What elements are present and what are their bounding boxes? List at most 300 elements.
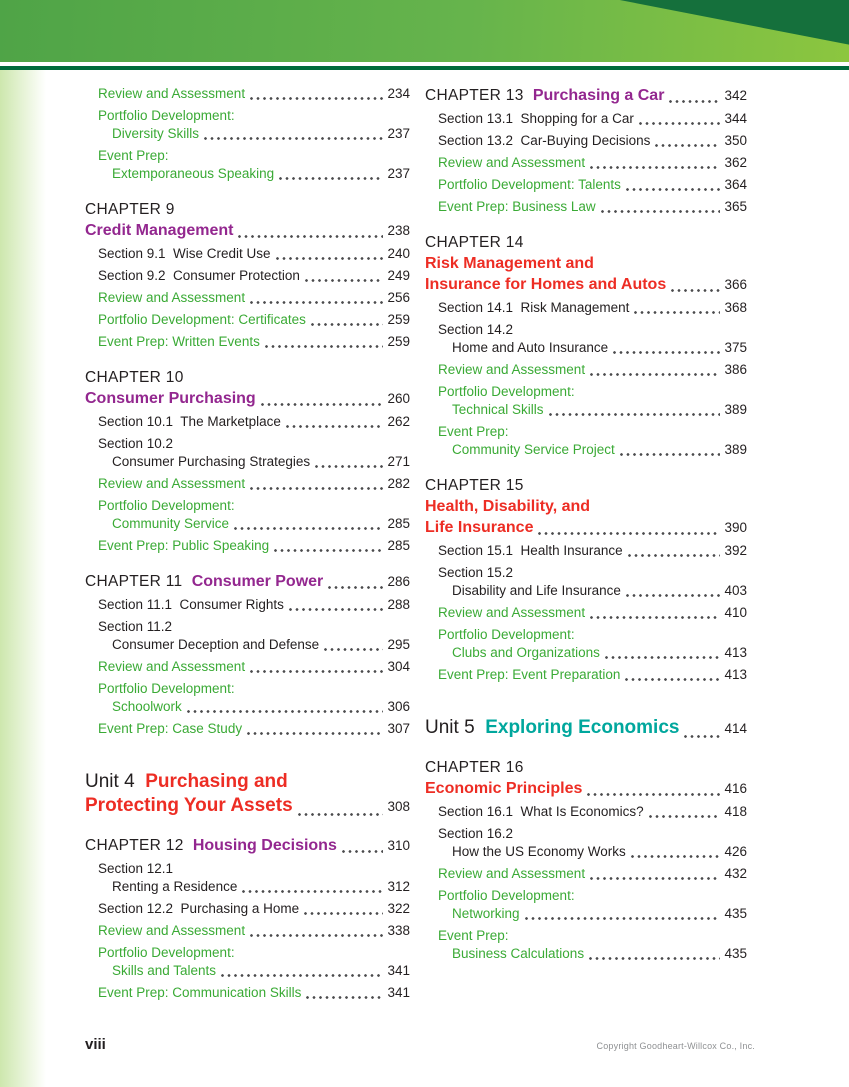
toc-text-segment: Protecting Your Assets <box>85 795 293 816</box>
dot-leader <box>304 912 383 915</box>
toc-entry-text <box>112 126 199 142</box>
dot-leader <box>276 257 384 260</box>
toc-text-segment: Life Insurance <box>425 519 534 536</box>
page-number: 341 <box>387 963 410 978</box>
toc-chapter-row <box>85 389 410 408</box>
dot-leader <box>538 532 720 535</box>
toc-entry-row <box>85 290 410 306</box>
toc-entry-row <box>425 888 747 904</box>
dot-leader <box>250 670 383 673</box>
toc-entry-text <box>425 476 524 495</box>
toc-entry-row <box>425 133 747 149</box>
toc-text-segment: Unit 5 <box>425 717 486 738</box>
toc-entry-text <box>98 86 245 102</box>
toc-text-segment: CHAPTER 14 <box>425 234 524 251</box>
toc-text-segment: Section 12.2 Purchasing a Home <box>98 901 300 916</box>
toc-entry-row <box>425 605 747 621</box>
toc-entry-row <box>425 155 747 171</box>
toc-text-segment: Consumer Purchasing Strategies <box>112 454 311 469</box>
toc-text-segment: Event Prep: Event Preparation <box>438 667 621 682</box>
toc-entry-text <box>85 836 337 855</box>
toc-entry-row <box>425 384 747 400</box>
toc-entry-row <box>85 597 410 613</box>
page-number: 286 <box>387 574 410 589</box>
page-number: 256 <box>387 290 410 305</box>
toc-entry-text <box>425 497 590 516</box>
dot-leader <box>620 453 721 456</box>
toc-entry-row <box>85 454 410 470</box>
toc-chapter-row <box>85 368 410 387</box>
toc-text-segment: Health, Disability, and <box>425 498 591 515</box>
dot-leader <box>324 648 383 651</box>
toc-text-segment: Section 16.2 <box>438 826 514 841</box>
toc-text-segment: Review and Assessment <box>98 290 246 305</box>
dot-leader <box>234 527 383 530</box>
toc-text-segment: How the US Economy Works <box>452 844 626 859</box>
page-number: 260 <box>387 391 410 406</box>
toc-text-segment: Portfolio Development: <box>438 384 575 399</box>
dot-leader <box>306 996 383 999</box>
toc-entry-text <box>98 721 242 737</box>
toc-entry-text <box>98 414 281 430</box>
toc-text-segment: Section 13.2 Car-Buying Decisions <box>438 133 651 148</box>
toc-entry-row <box>85 86 410 102</box>
toc-unit-row <box>85 771 410 793</box>
dot-leader <box>250 934 383 937</box>
toc-text-segment: Portfolio Development: <box>98 108 235 123</box>
dot-leader <box>613 351 720 354</box>
toc-entry-text <box>112 699 182 715</box>
page-number: 308 <box>387 799 410 814</box>
header-rule <box>0 66 849 70</box>
toc-chapter-row <box>425 233 747 252</box>
page-number: 295 <box>387 637 410 652</box>
toc-unit-row <box>85 795 410 818</box>
toc-text-segment: Technical Skills <box>452 402 544 417</box>
toc-entry-text <box>112 454 310 470</box>
page-number: 259 <box>387 312 410 327</box>
toc-entry-text <box>98 476 245 492</box>
page-folio: viii <box>85 1036 106 1053</box>
toc-text-segment: Event Prep: Communication Skills <box>98 985 302 1000</box>
toc-text-segment: Section 15.1 Health Insurance <box>438 543 623 558</box>
toc-entry-text <box>98 659 245 675</box>
toc-text-segment: Community Service <box>112 516 230 531</box>
page-number: 365 <box>724 199 747 214</box>
toc-entry-text <box>112 637 319 653</box>
page-number: 259 <box>387 334 410 349</box>
toc-text-segment: Portfolio Development: Certificates <box>98 312 306 327</box>
toc-text-segment: Section 12.1 <box>98 861 174 876</box>
toc-entry-text <box>452 340 608 356</box>
page-number: 435 <box>724 946 747 961</box>
toc-entry-row <box>85 126 410 142</box>
toc-entry-row <box>425 645 747 661</box>
toc-entry-text <box>98 619 172 635</box>
toc-entry-row <box>425 804 747 820</box>
toc-entry-row <box>85 516 410 532</box>
page-number: 285 <box>387 516 410 531</box>
toc-entry-text <box>438 888 575 904</box>
page-number: 342 <box>724 88 747 103</box>
toc-entry-row <box>425 340 747 356</box>
page-number: 414 <box>724 721 747 736</box>
toc-chapter-row <box>425 476 747 495</box>
toc-entry-row <box>425 565 747 581</box>
toc-entry-text <box>425 86 664 105</box>
toc-content <box>85 86 747 1001</box>
toc-entry-text <box>438 177 621 193</box>
toc-text-segment: Section 10.1 The Marketplace <box>98 414 281 429</box>
toc-entry-text <box>112 166 274 182</box>
toc-text-segment: Portfolio Development: <box>98 681 235 696</box>
toc-entry-text <box>452 645 600 661</box>
toc-entry-row <box>85 721 410 737</box>
dot-leader <box>669 100 720 103</box>
toc-entry-row <box>425 111 747 127</box>
toc-text-segment: Review and Assessment <box>98 659 246 674</box>
toc-chapter-row <box>425 86 747 105</box>
toc-entry-row <box>85 879 410 895</box>
page-number: 338 <box>387 923 410 938</box>
page-number: 322 <box>387 901 410 916</box>
toc-unit-row <box>425 717 747 740</box>
page-number: 418 <box>724 804 747 819</box>
toc-column-right <box>425 86 747 1001</box>
toc-entry-text <box>452 402 544 418</box>
toc-entry-row <box>425 362 747 378</box>
toc-entry-text <box>438 322 513 338</box>
page-number: 282 <box>387 476 410 491</box>
dot-leader <box>247 732 383 735</box>
page-number: 234 <box>387 86 410 101</box>
toc-text-segment: Economic Principles <box>425 780 583 797</box>
toc-entry-text <box>438 111 634 127</box>
toc-chapter-row <box>425 254 747 273</box>
toc-entry-row <box>425 322 747 338</box>
toc-entry-text <box>438 804 644 820</box>
toc-text-segment: Section 13.1 Shopping for a Car <box>438 111 634 126</box>
toc-entry-row <box>425 300 747 316</box>
toc-chapter-row <box>425 497 747 516</box>
page-number: 389 <box>724 442 747 457</box>
toc-text-segment: Review and Assessment <box>98 923 246 938</box>
dot-leader <box>549 413 721 416</box>
toc-text-segment: Section 16.1 What Is Economics? <box>438 804 644 819</box>
dot-leader <box>605 656 721 659</box>
toc-entry-row <box>85 637 410 653</box>
toc-text-segment: Credit Management <box>85 222 234 239</box>
dot-leader <box>525 917 721 920</box>
toc-entry-row <box>85 498 410 514</box>
dot-leader <box>311 323 384 326</box>
toc-entry-text <box>452 583 621 599</box>
page-number: 304 <box>387 659 410 674</box>
toc-entry-row <box>85 963 410 979</box>
dot-leader <box>305 279 384 282</box>
dot-leader <box>342 850 384 853</box>
toc-entry-row <box>425 402 747 418</box>
toc-entry-text <box>425 275 666 294</box>
toc-text-segment: Insurance for Homes and Autos <box>425 276 667 293</box>
page-number: 288 <box>387 597 410 612</box>
page-number: 271 <box>387 454 410 469</box>
page-number: 435 <box>724 906 747 921</box>
dot-leader <box>639 122 721 125</box>
toc-text-segment: Section 11.1 Consumer Rights <box>98 597 284 612</box>
dot-leader <box>242 890 383 893</box>
page-number: 344 <box>724 111 747 126</box>
toc-text-segment: Home and Auto Insurance <box>452 340 609 355</box>
toc-entry-row <box>85 619 410 635</box>
toc-entry-row <box>85 268 410 284</box>
toc-entry-text <box>452 442 615 458</box>
toc-text-segment: Skills and Talents <box>112 963 217 978</box>
toc-text-segment: Section 10.2 <box>98 436 174 451</box>
toc-text-segment: Review and Assessment <box>438 605 586 620</box>
dot-leader <box>649 815 721 818</box>
toc-entry-text <box>85 200 175 219</box>
toc-text-segment: Section 14.2 <box>438 322 514 337</box>
toc-entry-text <box>112 516 229 532</box>
toc-entry-row <box>425 627 747 643</box>
toc-text-segment: Diversity Skills <box>112 126 200 141</box>
toc-entry-row <box>425 946 747 962</box>
page-number: 285 <box>387 538 410 553</box>
toc-text-segment: Event Prep: <box>438 424 509 439</box>
toc-entry-text <box>98 945 235 961</box>
toc-chapter-row <box>425 779 747 798</box>
toc-entry-row <box>85 414 410 430</box>
toc-entry-row <box>85 108 410 124</box>
toc-entry-row <box>425 667 747 683</box>
dot-leader <box>626 594 721 597</box>
toc-entry-text <box>438 605 585 621</box>
toc-entry-text <box>438 866 585 882</box>
page-number: 362 <box>724 155 747 170</box>
dot-leader <box>274 549 383 552</box>
toc-entry-text <box>452 844 626 860</box>
toc-text-segment: Consumer Deception and Defense <box>112 637 320 652</box>
toc-entry-text <box>98 861 173 877</box>
toc-entry-row <box>85 659 410 675</box>
toc-text-segment: Risk Management and <box>425 255 594 272</box>
page-number: 310 <box>387 838 410 853</box>
toc-entry-text <box>438 362 585 378</box>
dot-leader <box>204 137 383 140</box>
toc-entry-text <box>98 148 169 164</box>
dot-leader <box>601 210 721 213</box>
page-number: 307 <box>387 721 410 736</box>
toc-entry-text <box>98 436 173 452</box>
toc-text-segment: Purchasing and <box>145 771 288 792</box>
toc-entry-text <box>438 133 650 149</box>
toc-entry-row <box>85 699 410 715</box>
toc-text-segment: Portfolio Development: Talents <box>438 177 621 192</box>
header-corner-accent <box>0 0 849 62</box>
page-number: 364 <box>724 177 747 192</box>
toc-text-segment: Exploring Economics <box>485 717 680 738</box>
left-edge-gradient <box>0 70 46 1087</box>
toc-entry-text <box>438 826 513 842</box>
toc-entry-text <box>85 221 233 240</box>
page-number: 238 <box>387 223 410 238</box>
page-number: 389 <box>724 402 747 417</box>
toc-chapter-row <box>425 518 747 537</box>
toc-entry-text <box>438 424 509 440</box>
toc-entry-text <box>112 963 216 979</box>
page-number: 410 <box>724 605 747 620</box>
dot-leader <box>684 735 720 738</box>
toc-entry-text <box>98 498 235 514</box>
toc-entry-text <box>438 627 575 643</box>
toc-entry-text <box>438 155 585 171</box>
dot-leader <box>634 311 720 314</box>
toc-text-segment: Portfolio Development: <box>98 945 235 960</box>
toc-entry-text <box>85 572 323 591</box>
toc-entry-text <box>425 233 524 252</box>
toc-text-segment: Review and Assessment <box>438 155 586 170</box>
toc-text-segment: Section 9.2 Consumer Protection <box>98 268 300 283</box>
toc-text-segment: Section 11.2 <box>98 619 173 634</box>
toc-chapter-row <box>85 836 410 855</box>
toc-entry-row <box>425 844 747 860</box>
header-band <box>0 0 849 62</box>
toc-text-segment: Consumer Power <box>191 573 324 590</box>
toc-entry-text <box>98 681 235 697</box>
toc-entry-row <box>85 945 410 961</box>
dot-leader <box>628 554 721 557</box>
toc-entry-row <box>85 166 410 182</box>
toc-entry-text <box>425 717 679 739</box>
toc-text-segment: Portfolio Development: <box>98 498 235 513</box>
dot-leader <box>221 974 383 977</box>
toc-text-segment: CHAPTER 10 <box>85 369 184 386</box>
toc-entry-row <box>425 583 747 599</box>
page-number: 240 <box>387 246 410 261</box>
toc-entry-row <box>425 866 747 882</box>
toc-entry-text <box>85 771 288 793</box>
toc-entry-text <box>85 368 184 387</box>
dot-leader <box>238 235 383 238</box>
toc-entry-text <box>438 928 509 944</box>
dot-leader <box>187 710 384 713</box>
toc-text-segment: CHAPTER 9 <box>85 201 175 218</box>
toc-text-segment: CHAPTER 11 <box>85 573 192 590</box>
toc-entry-row <box>85 246 410 262</box>
toc-text-segment: Business Calculations <box>452 946 585 961</box>
toc-text-segment: Clubs and Organizations <box>452 645 600 660</box>
dot-leader <box>590 373 720 376</box>
toc-text-segment: Review and Assessment <box>98 86 246 101</box>
toc-text-segment: Section 14.1 Risk Management <box>438 300 630 315</box>
toc-entry-text <box>438 667 620 683</box>
toc-entry-text <box>452 906 520 922</box>
page-number: 350 <box>724 133 747 148</box>
toc-text-segment: CHAPTER 12 <box>85 837 193 854</box>
dot-leader <box>590 166 720 169</box>
page-number: 390 <box>724 520 747 535</box>
toc-entry-text <box>98 108 235 124</box>
dot-leader <box>655 144 720 147</box>
toc-entry-text <box>425 518 533 537</box>
page-number: 413 <box>724 645 747 660</box>
page-number: 375 <box>724 340 747 355</box>
toc-text-segment: CHAPTER 16 <box>425 759 524 776</box>
dot-leader <box>590 616 720 619</box>
page-number: 237 <box>387 166 410 181</box>
toc-entry-text <box>438 384 575 400</box>
page-number: 416 <box>724 781 747 796</box>
toc-entry-text <box>98 334 260 350</box>
dot-leader <box>250 97 383 100</box>
toc-text-segment: Renting a Residence <box>112 879 238 894</box>
toc-entry-row <box>425 826 747 842</box>
toc-text-segment: Section 9.1 Wise Credit Use <box>98 246 271 261</box>
toc-text-segment: CHAPTER 15 <box>425 477 524 494</box>
toc-entry-text <box>425 758 524 777</box>
toc-text-segment: Event Prep: Case Study <box>98 721 243 736</box>
toc-text-segment: Portfolio Development: <box>438 627 575 642</box>
toc-text-segment: Schoolwork <box>112 699 182 714</box>
dot-leader <box>328 586 383 589</box>
dot-leader <box>587 793 720 796</box>
page-number: 386 <box>724 362 747 377</box>
dot-leader <box>625 678 720 681</box>
toc-entry-row <box>85 681 410 697</box>
toc-entry-text <box>452 946 584 962</box>
page-number: 306 <box>387 699 410 714</box>
page-number: 249 <box>387 268 410 283</box>
toc-entry-text <box>98 312 306 328</box>
toc-entry-text <box>425 779 582 798</box>
toc-text-segment: Event Prep: Written Events <box>98 334 260 349</box>
toc-entry-text <box>425 254 594 273</box>
toc-entry-text <box>98 597 284 613</box>
toc-entry-text <box>98 901 299 917</box>
dot-leader <box>589 957 720 960</box>
toc-entry-row <box>85 334 410 350</box>
toc-entry-row <box>85 476 410 492</box>
dot-leader <box>250 487 383 490</box>
page-number: 341 <box>387 985 410 1000</box>
toc-entry-row <box>425 543 747 559</box>
page-number: 366 <box>724 277 747 292</box>
dot-leader <box>590 877 720 880</box>
toc-text-segment: Event Prep: <box>98 148 169 163</box>
page-number: 403 <box>724 583 747 598</box>
toc-entry-text <box>98 290 245 306</box>
toc-entry-row <box>425 199 747 215</box>
toc-text-segment: Consumer Purchasing <box>85 390 256 407</box>
toc-column-left <box>85 86 410 1001</box>
dot-leader <box>671 289 720 292</box>
page-number: 237 <box>387 126 410 141</box>
toc-entry-row <box>425 928 747 944</box>
toc-text-segment: CHAPTER 13 <box>425 87 533 104</box>
dot-leader <box>626 188 721 191</box>
page-footer <box>85 1036 755 1053</box>
dot-leader <box>265 345 384 348</box>
toc-entry-text <box>438 543 623 559</box>
toc-entry-text <box>85 795 293 817</box>
toc-text-segment: Event Prep: Public Speaking <box>98 538 270 553</box>
toc-entry-text <box>438 300 629 316</box>
toc-text-segment: Review and Assessment <box>438 362 586 377</box>
toc-text-segment: Event Prep: <box>438 928 509 943</box>
toc-entry-text <box>98 923 245 939</box>
toc-entry-text <box>98 538 269 554</box>
